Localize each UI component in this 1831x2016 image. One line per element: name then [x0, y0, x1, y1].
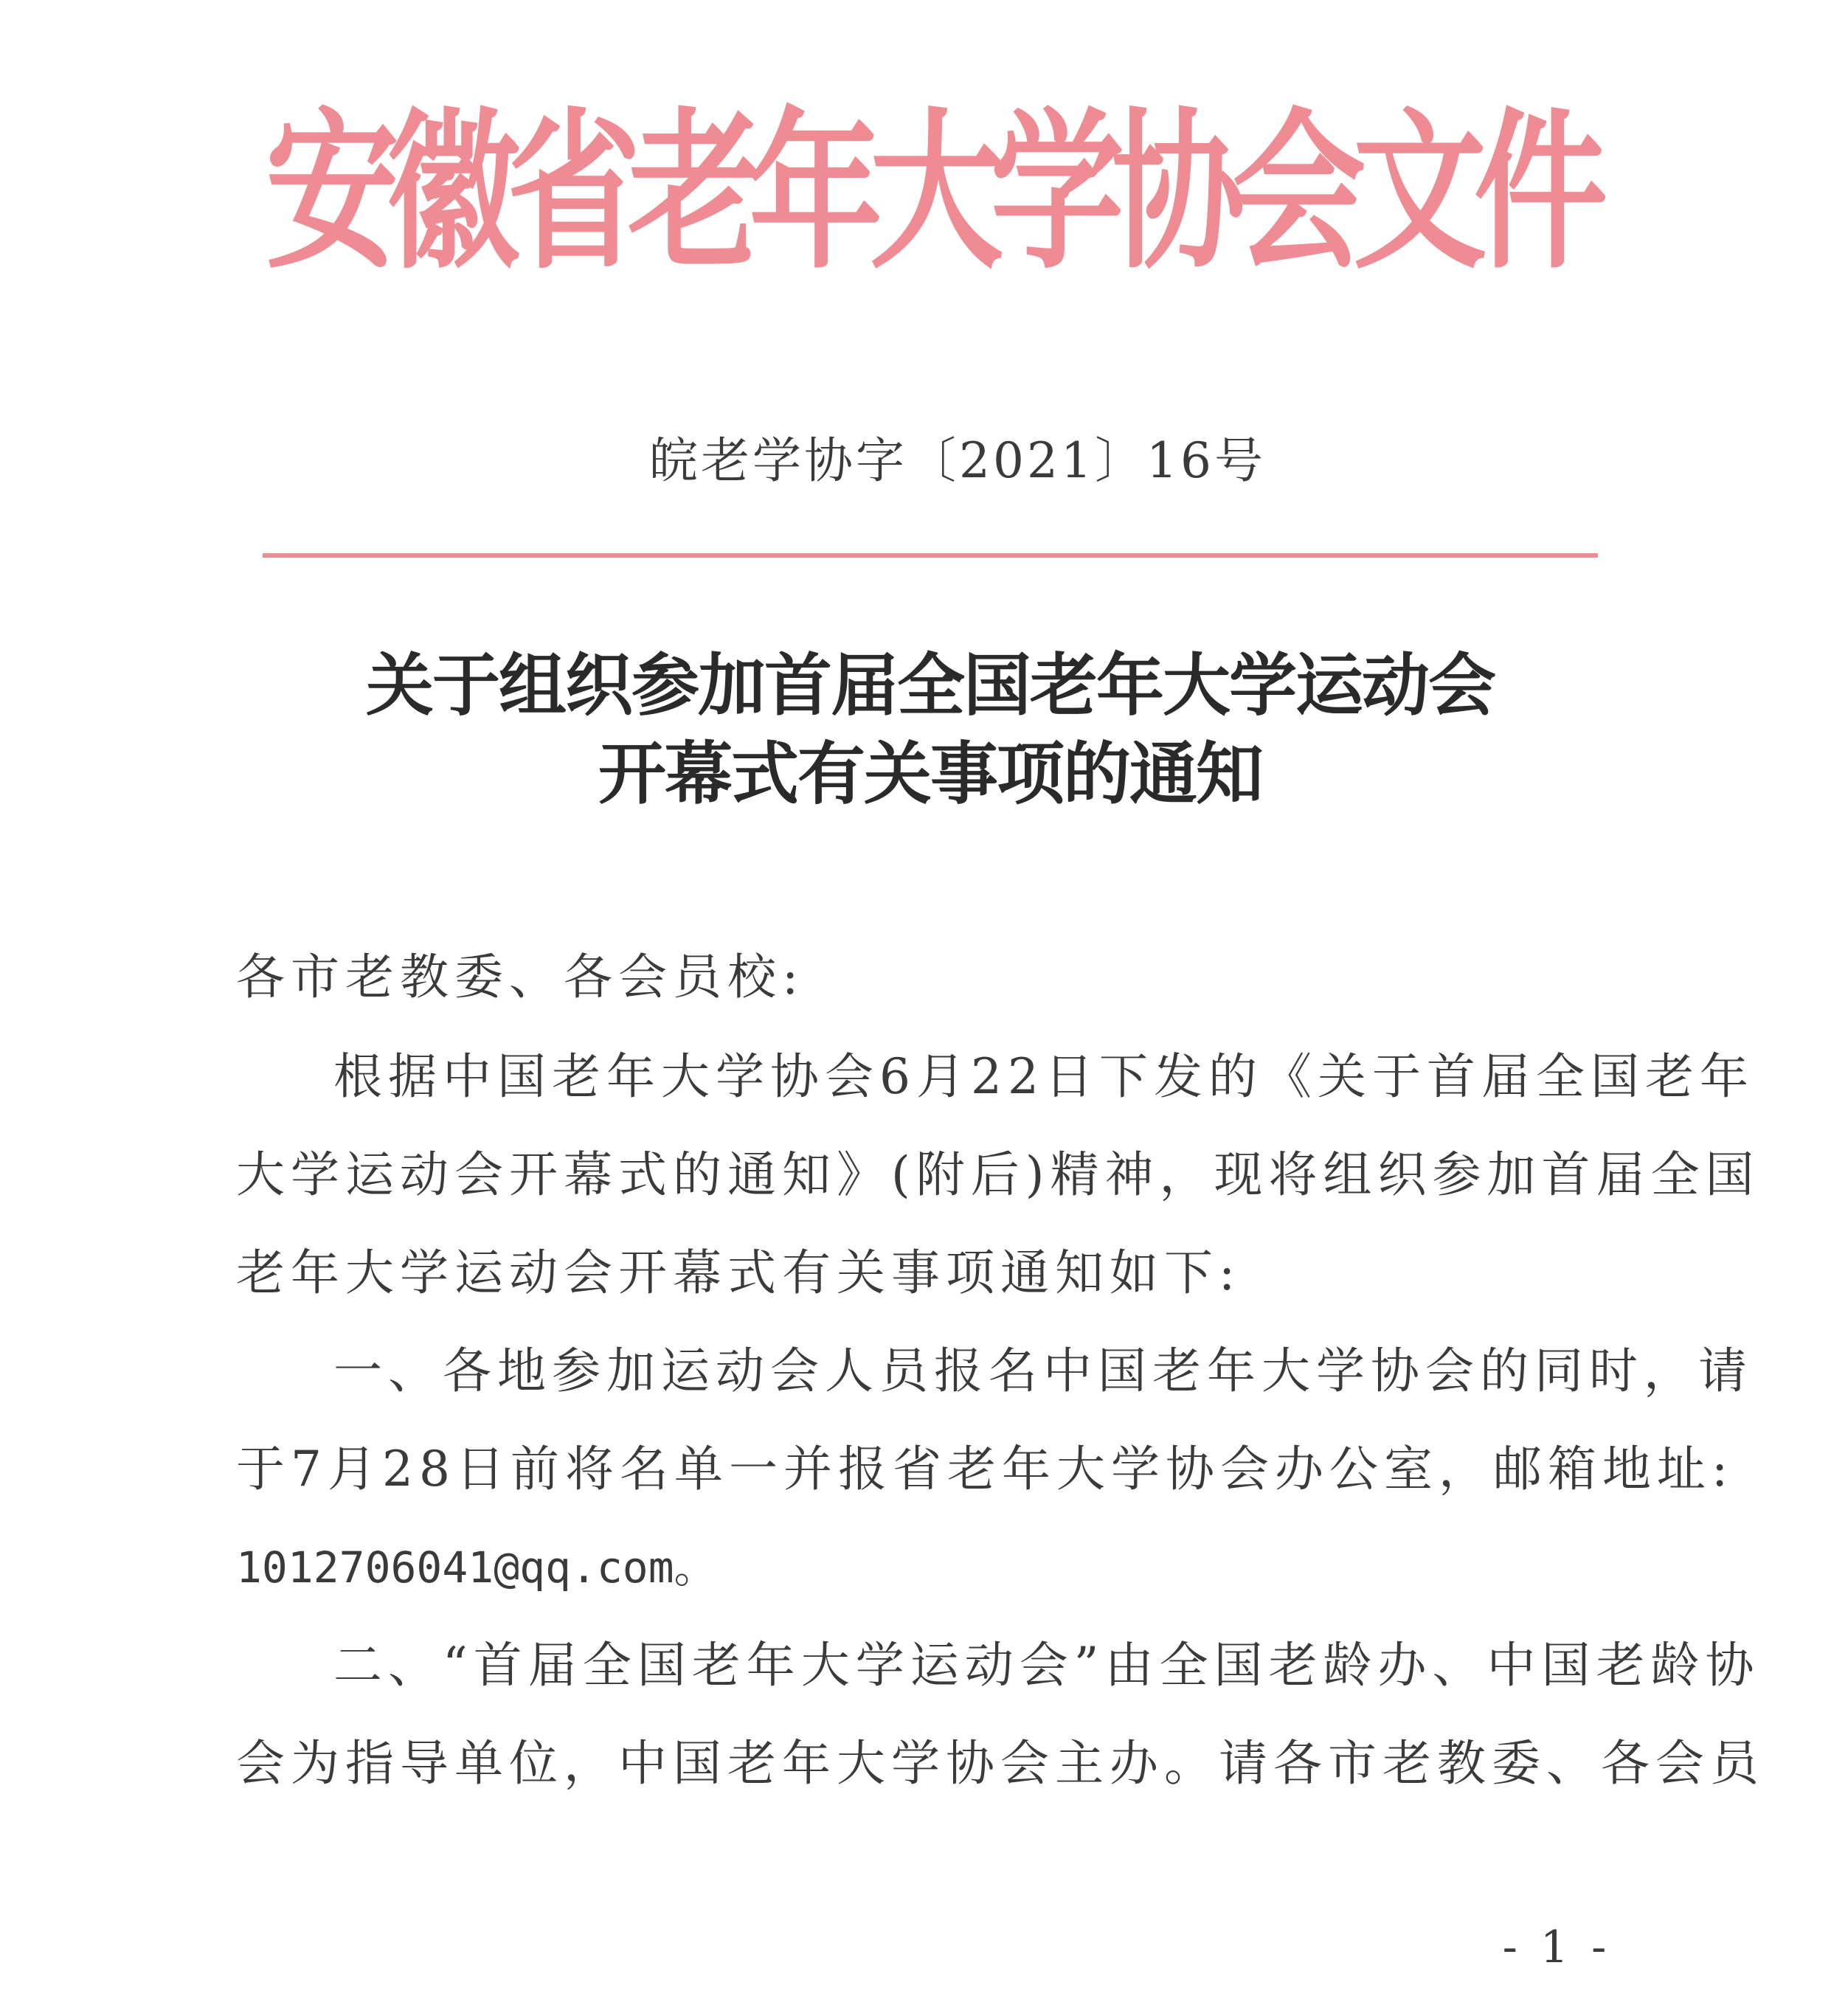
document-number: 皖老学协字〔2021〕16号 — [649, 432, 1266, 489]
body-line-4: 一、各地参加运动会人员报名中国老年大学协会的同时，请 — [333, 1343, 1753, 1399]
page-number: - 1 - — [1502, 1922, 1611, 1973]
email-address: 1012706041@qq.com。 — [236, 1542, 717, 1593]
salutation: 各市老教委、各会员校: — [236, 949, 805, 1005]
body-line-1: 根据中国老年大学协会6月22日下发的《关于首届全国老年 — [333, 1048, 1754, 1105]
body-line-8: 会为指导单位，中国老年大学协会主办。请各市老教委、各会员 — [236, 1735, 1765, 1792]
document-title-line-1: 关于组织参加首届全国老年大学运动会 — [365, 646, 1495, 725]
body-line-5: 于7月28日前将名单一并报省老年大学协会办公室，邮箱地址: — [236, 1441, 1734, 1497]
red-divider-rule — [263, 553, 1598, 558]
body-line-2: 大学运动会开幕式的通知》(附后)精神，现将组织参加首届全国 — [236, 1146, 1760, 1203]
body-line-3: 老年大学运动会开幕式有关事项通知如下: — [236, 1244, 1242, 1301]
issuer-title: 安徽省老年大学协会文件 — [266, 91, 1595, 292]
body-line-7: 二、“首届全国老年大学运动会”由全国老龄办、中国老龄协 — [333, 1637, 1760, 1694]
document-title-line-2: 开幕式有关事项的通知 — [598, 735, 1262, 814]
